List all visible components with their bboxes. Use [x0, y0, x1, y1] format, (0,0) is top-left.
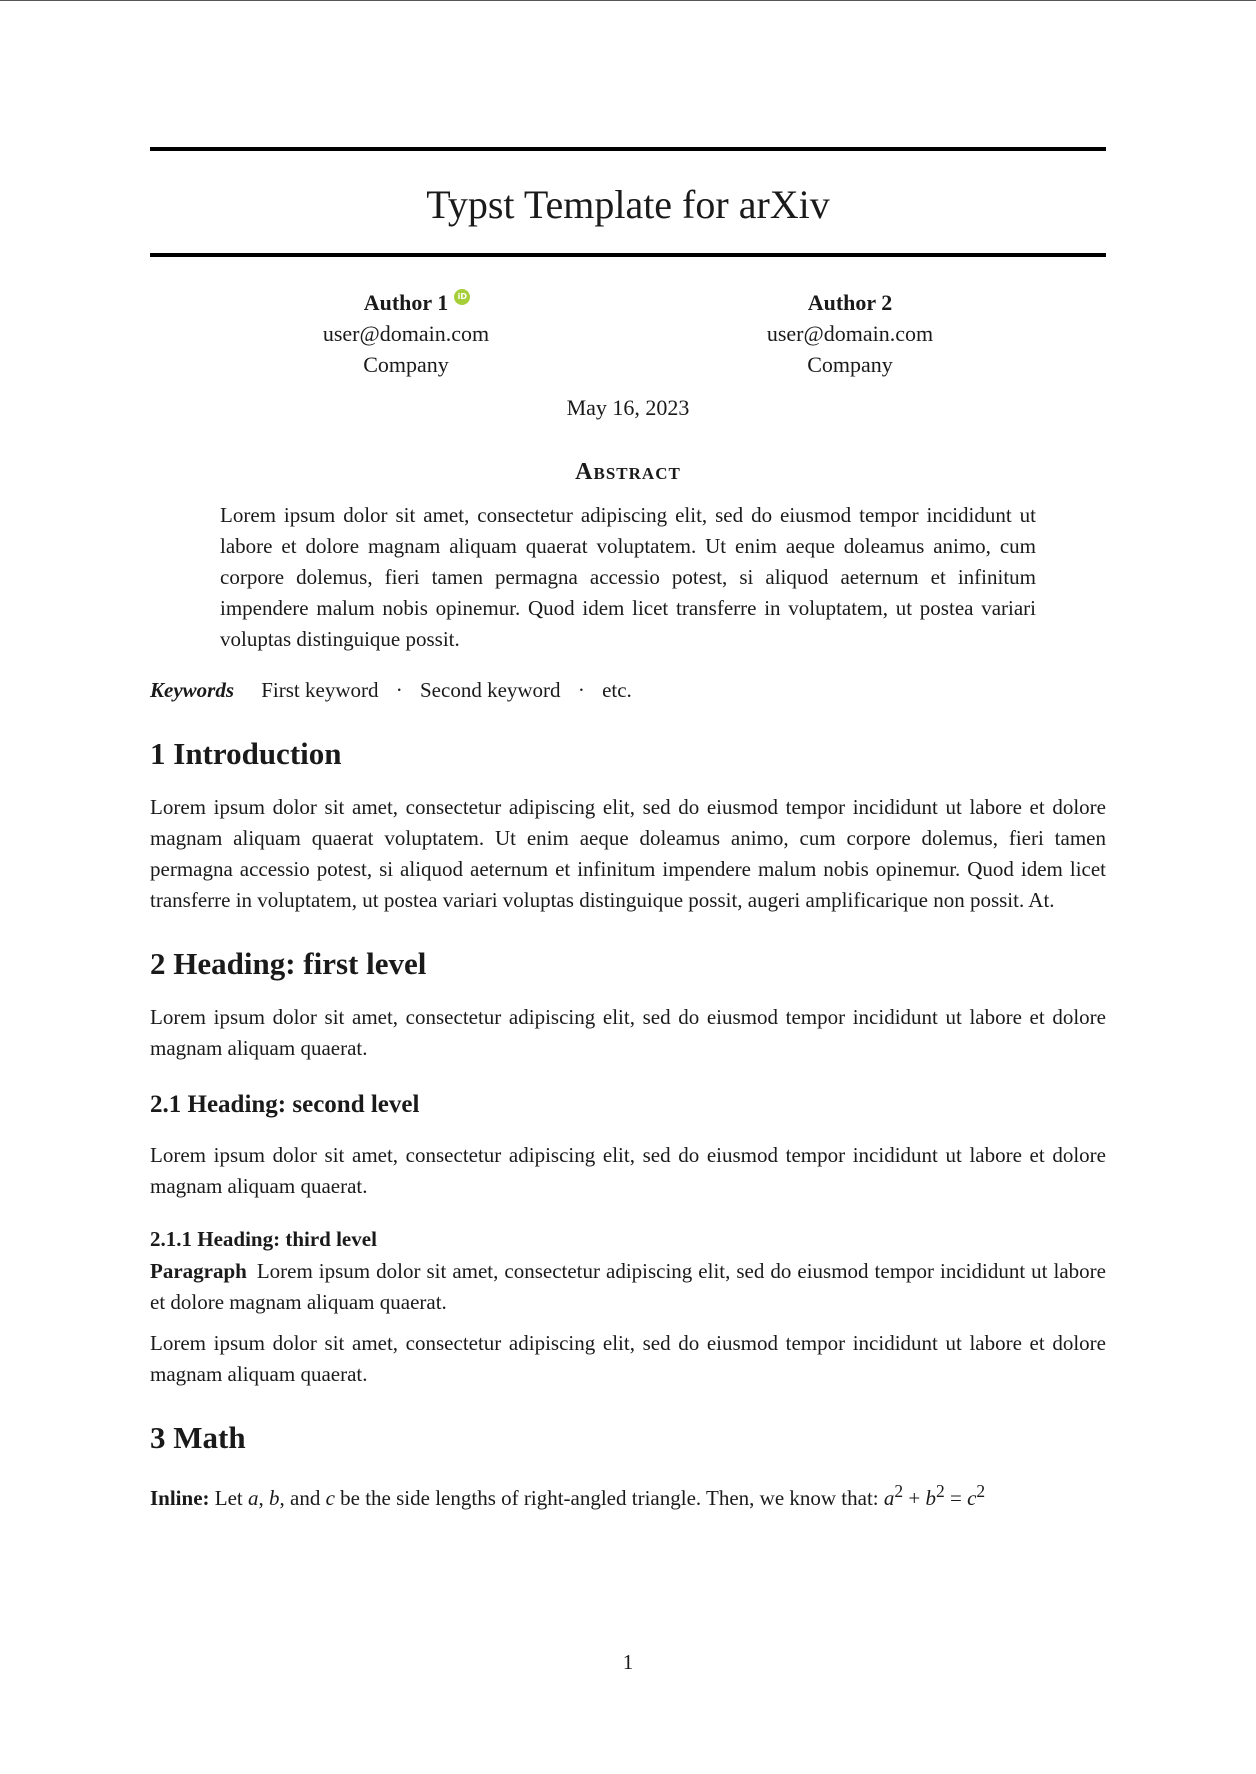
keywords-line: [150, 675, 1106, 706]
title-rule-bottom: [150, 253, 1106, 257]
section-heading-third-level: 2.1.1 Heading: third level: [150, 1227, 377, 1251]
equation-c: c: [967, 1486, 977, 1510]
section-heading-first-level: 2 Heading: first level: [150, 946, 427, 981]
author-1-email: user@domain.com: [322, 321, 490, 346]
orcid-icon[interactable]: iD: [454, 289, 470, 305]
section-heading-second-level: 2.1 Heading: second level: [150, 1091, 420, 1118]
section-heading-math: 3 Math: [150, 1420, 246, 1455]
math-inline-paragraph: [150, 1476, 1106, 1514]
math-inline-suffix: be the side lengths of right-angled triangle. Then, we know that:: [340, 1486, 879, 1510]
author-2: [628, 287, 1072, 380]
keyword-separator: ·: [395, 678, 403, 702]
author-block: [150, 287, 1106, 380]
keyword-item: etc.: [602, 678, 632, 702]
author-1: [184, 287, 628, 380]
equation-equals: =: [949, 1486, 962, 1510]
equation-plus: +: [908, 1486, 921, 1510]
section-text-third-level: Lorem ipsum dolor sit amet, consectetur adipiscing elit, sed do eiusmod tempor incididunt ut labore et dolore magnam aliquam quaerat.: [150, 1331, 1106, 1386]
section-text-introduction: Lorem ipsum dolor sit amet, consectetur adipiscing elit, sed do eiusmod tempor incididunt ut labore et dolore magnam aliquam quaerat voluptatem. Ut enim aeque doleamus animo, cum corpore dolemus, fieri tamen permagna accessio potest, si aliquod aeternum et infinitum impendere malum nobis opinemur. Quod idem licet transferre in voluptatem, ut postea variari voluptas distinguique possit, augeri amplificarique non possit. At.: [150, 795, 1106, 912]
abstract-text: Lorem ipsum dolor sit amet, consectetur adipiscing elit, sed do eiusmod tempor incididunt ut labore et dolore magnam aliquam quaerat voluptatem. Ut enim aeque doleamus animo, cum corpore dolemus, fieri tamen permagna accessio potest, si aliquod aeternum et infinitum impendere malum nobis opinemur. Quod idem licet transferre in voluptatem, ut postea variari voluptas distinguique possit.: [220, 503, 1036, 651]
equation-exponent: 2: [894, 1481, 904, 1501]
paper-date: May 16, 2023: [566, 395, 690, 420]
page-top-border: [0, 0, 1256, 1]
math-inline-label: Inline:: [150, 1486, 210, 1510]
author-1-name: Author 1: [363, 290, 449, 315]
abstract-heading: Abstract: [575, 459, 681, 485]
math-comma: ,: [258, 1486, 264, 1510]
title-rule-top: [150, 147, 1106, 151]
math-and: , and: [279, 1486, 321, 1510]
section-heading-introduction: 1 Introduction: [150, 736, 342, 771]
page-number: 1: [622, 1650, 634, 1674]
paper-page: [150, 147, 1106, 1514]
author-1-affiliation: Company: [363, 352, 449, 377]
math-var-c: c: [325, 1486, 335, 1510]
paragraph-label: Paragraph: [150, 1259, 247, 1283]
section-text-second-level: Lorem ipsum dolor sit amet, consectetur adipiscing elit, sed do eiusmod tempor incididunt ut labore et dolore magnam aliquam quaerat.: [150, 1143, 1106, 1198]
keyword-item: Second keyword: [420, 678, 561, 702]
author-2-email: user@domain.com: [766, 321, 934, 346]
keywords-label: Keywords: [150, 678, 234, 702]
math-var-a: a: [248, 1486, 259, 1510]
paragraph-text: Lorem ipsum dolor sit amet, consectetur adipiscing elit, sed do eiusmod tempor incididunt ut labore et dolore magnam aliquam quaerat.: [150, 1259, 1106, 1314]
equation-exponent: 2: [935, 1481, 945, 1501]
paragraph-block: [150, 1256, 1106, 1318]
keyword-separator: ·: [577, 678, 585, 702]
equation-exponent: 2: [976, 1481, 986, 1501]
paper-title: Typst Template for arXiv: [426, 182, 830, 227]
author-2-affiliation: Company: [807, 352, 893, 377]
equation-b: b: [925, 1486, 936, 1510]
keyword-item: First keyword: [261, 678, 379, 702]
author-1-name-wrap: [363, 287, 467, 318]
author-2-name: Author 2: [807, 290, 893, 315]
equation-a: a: [883, 1486, 895, 1510]
math-inline-prefix: Let: [214, 1486, 243, 1510]
math-var-b: b: [269, 1486, 280, 1510]
section-text-first-level: Lorem ipsum dolor sit amet, consectetur adipiscing elit, sed do eiusmod tempor incididunt ut labore et dolore magnam aliquam quaerat.: [150, 1005, 1106, 1060]
